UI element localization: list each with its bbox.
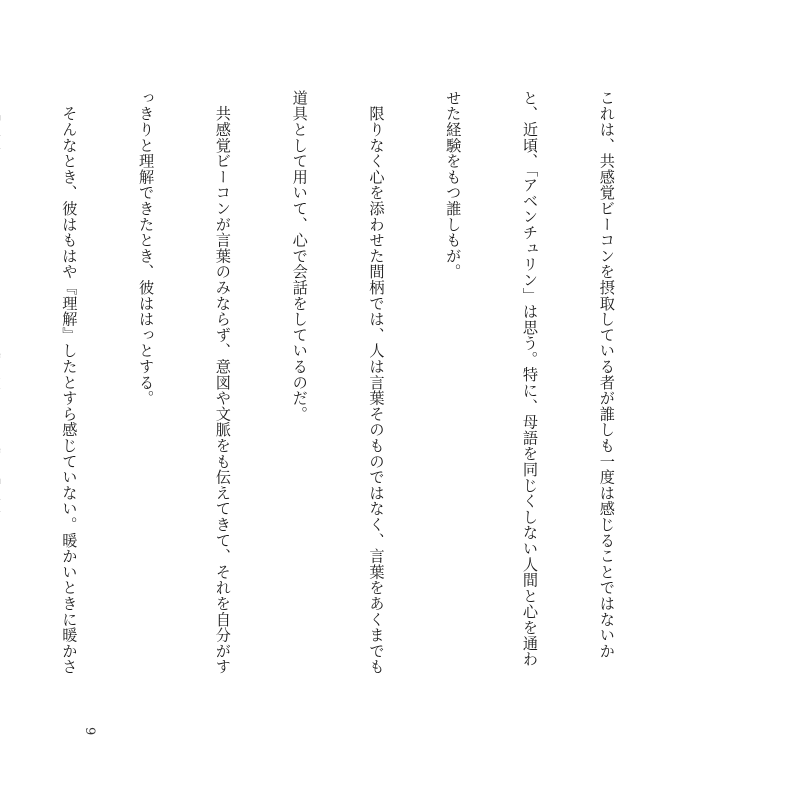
- text-line: [0, 90, 5, 710]
- text-line: っきりと理解できたとき、彼ははっとする。: [137, 90, 156, 406]
- text-line: せた経験をもつ誰しもが。: [444, 90, 463, 280]
- page-number: 9: [82, 727, 97, 736]
- text-line: 限りなく心を添わせた間柄では、人は言葉そのものではなく、言葉をあくまでも: [367, 90, 386, 675]
- text-line: 道具として用いて、心で会話をしているのだ。: [290, 90, 309, 422]
- text-line: 共感覚ビーコンが言葉のみならず、意図や文脈をも伝えてきて、それを自分がす: [213, 90, 232, 675]
- text-line: そんなとき、彼はもはや『理解』したとすら感じていない。暖かいときに暖かさ: [60, 90, 79, 675]
- text-line: と、近頃、「アベンチュリン」は思う。特に、母語を同じくしない人間と心を通わ: [521, 90, 540, 667]
- text-line: これは、共感覚ビーコンを摂取している者が誰しも一度は感じることではないか: [597, 90, 616, 659]
- vertical-text-body: [0, 90, 670, 710]
